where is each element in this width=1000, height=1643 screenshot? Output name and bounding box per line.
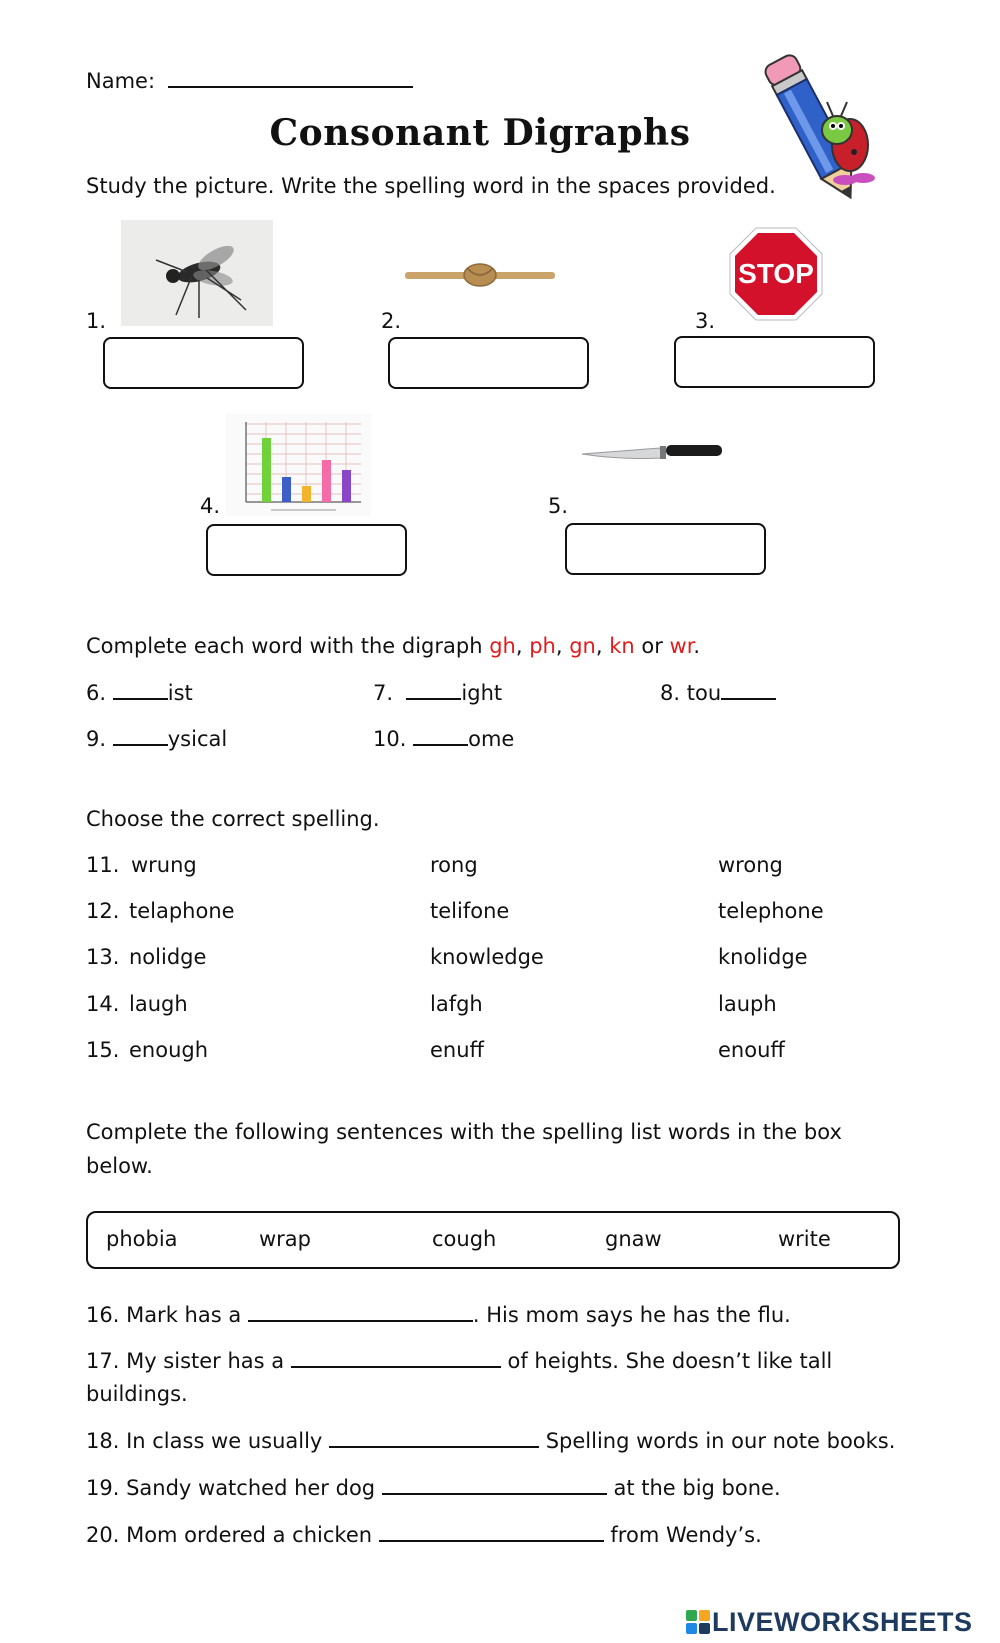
knot-icon — [405, 262, 555, 288]
digraph-option: gh — [489, 634, 516, 658]
spelling-option[interactable]: wrung — [131, 853, 197, 877]
liveworksheets-logo — [686, 1608, 973, 1636]
sentence-blank[interactable] — [248, 1302, 473, 1322]
pencil-bug-mascot-icon — [755, 40, 880, 205]
spelling-option[interactable]: telaphone — [129, 899, 235, 923]
sentence-instruction-cont: below. — [86, 1154, 153, 1178]
name-label: Name: — [86, 69, 156, 93]
spelling-option[interactable]: knolidge — [718, 945, 808, 969]
spelling-option[interactable]: nolidge — [129, 945, 207, 969]
sentence-instruction: Complete the following sentences with the spelling list words in the box — [86, 1120, 842, 1144]
sentence-18: 18. In class we usually Spelling words in our note books. — [86, 1429, 896, 1453]
digraph-blank[interactable] — [406, 680, 461, 700]
spelling-option[interactable]: lafgh — [430, 992, 483, 1016]
spelling-option[interactable]: rong — [430, 853, 478, 877]
sentence-blank[interactable] — [291, 1348, 501, 1368]
sentence-17-cont: buildings. — [86, 1382, 188, 1406]
answer-box-4[interactable] — [206, 524, 407, 576]
spelling-option[interactable]: lauph — [718, 992, 777, 1016]
answer-box-5[interactable] — [565, 523, 766, 575]
digraph-option: wr — [669, 634, 694, 658]
stop-sign-text: STOP — [738, 258, 814, 289]
spelling-option[interactable]: knowledge — [430, 945, 544, 969]
spelling-number: 12. — [86, 899, 120, 923]
spelling-number: 13. — [86, 945, 120, 969]
bar-graph-icon — [226, 414, 371, 516]
digraph-blank[interactable] — [721, 680, 776, 700]
digraph-item-8: 8. tou — [660, 680, 776, 705]
liveworksheets-brand: LIVEWORKSHEETS — [712, 1606, 973, 1637]
spelling-option[interactable]: wrong — [718, 853, 783, 877]
digraph-item-7: 7. ight — [373, 681, 503, 705]
digraph-option: ph — [529, 634, 556, 658]
digraph-option: gn — [569, 634, 596, 658]
digraph-item-9: 9. ysical — [86, 727, 228, 751]
digraph-item-6: 6. ist — [86, 681, 193, 705]
page-title: Consonant Digraphs — [269, 112, 691, 154]
picture-number: 5. — [548, 494, 569, 518]
word-bank-item: wrap — [259, 1227, 312, 1251]
sentence-blank[interactable] — [382, 1475, 607, 1495]
spelling-number: 14. — [86, 992, 120, 1016]
picture-number: 4. — [200, 494, 221, 518]
spelling-option[interactable]: enuff — [430, 1038, 485, 1062]
picture-number: 3. — [695, 309, 716, 333]
picture-number: 1. — [86, 309, 107, 333]
digraph-option: kn — [609, 634, 635, 658]
sentence-19: 19. Sandy watched her dog at the big bone. — [86, 1476, 781, 1500]
spelling-instruction: Choose the correct spelling. — [86, 807, 380, 831]
spelling-option[interactable]: telifone — [430, 899, 510, 923]
sentence-blank[interactable] — [379, 1522, 604, 1542]
digraph-blank[interactable] — [113, 726, 168, 746]
spelling-option[interactable]: enouff — [718, 1038, 785, 1062]
spelling-number: 11. — [86, 853, 120, 877]
word-bank-item: phobia — [106, 1227, 178, 1251]
liveworksheets-logo-icon — [686, 1610, 710, 1634]
name-label-row — [86, 68, 413, 93]
sentence-blank[interactable] — [329, 1428, 539, 1448]
sentence-16: 16. Mark has a . His mom says he has the flu. — [86, 1303, 791, 1327]
word-bank-item: gnaw — [605, 1227, 662, 1251]
digraph-blank[interactable] — [413, 726, 468, 746]
digraph-instruction: Complete each word with the digraph gh, ph, gn, kn or wr. — [86, 634, 701, 658]
spelling-option[interactable]: enough — [129, 1038, 209, 1062]
knife-icon — [580, 440, 725, 466]
answer-box-1[interactable] — [103, 337, 304, 389]
sentence-20: 20. Mom ordered a chicken from Wendy’s. — [86, 1523, 762, 1547]
picture-instruction: Study the picture. Write the spelling word in the spaces provided. — [86, 174, 776, 198]
picture-number: 2. — [381, 309, 402, 333]
fly-icon — [121, 220, 273, 326]
digraph-blank[interactable] — [113, 680, 168, 700]
spelling-option[interactable]: laugh — [129, 992, 188, 1016]
answer-box-3[interactable] — [674, 336, 875, 388]
sentence-17: 17. My sister has a of heights. She doesn’t like tall — [86, 1349, 833, 1373]
answer-box-2[interactable] — [388, 337, 589, 389]
spelling-option[interactable]: telephone — [718, 899, 824, 923]
digraph-item-10: 10. ome — [373, 727, 515, 751]
word-bank-item: cough — [432, 1227, 497, 1251]
word-bank-item: write — [778, 1227, 831, 1251]
name-field[interactable] — [168, 68, 413, 88]
spelling-number: 15. — [86, 1038, 120, 1062]
fly-picture — [121, 220, 273, 326]
stop-sign-icon — [728, 226, 824, 322]
